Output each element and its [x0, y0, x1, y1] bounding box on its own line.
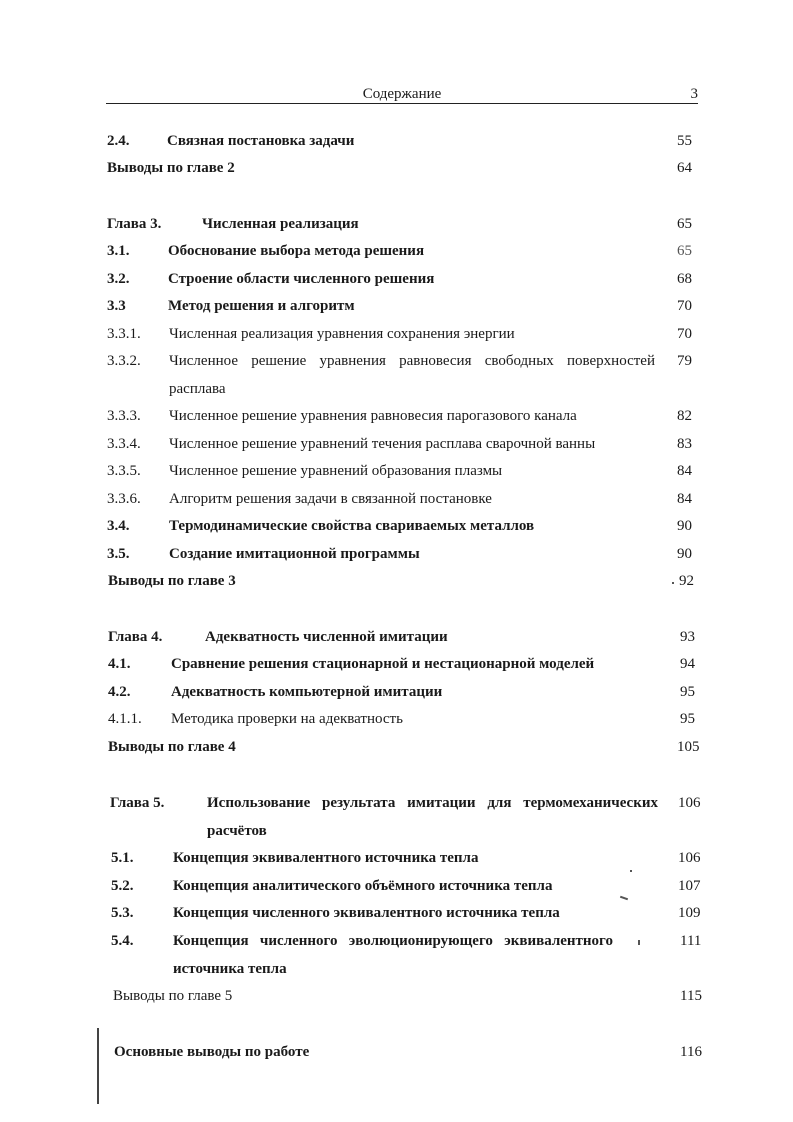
toc-entry	[108, 570, 698, 592]
toc-title: Создание имитационной программы	[169, 546, 420, 562]
toc-number: 3.3.4.	[107, 436, 141, 452]
toc-page: 83	[677, 436, 692, 452]
scan-speck	[638, 940, 640, 945]
toc-entry	[107, 323, 697, 345]
toc-title: Численное решение уравнения равновесия парогазового канала	[169, 408, 577, 424]
toc-title: Строение области численного решения	[168, 271, 435, 287]
toc-number: Глава 3.	[107, 216, 162, 232]
toc-entry	[107, 405, 697, 427]
scan-speck	[672, 582, 674, 584]
page-header	[106, 86, 698, 104]
toc-page: 55	[677, 133, 692, 149]
toc-page: 111	[680, 933, 702, 949]
toc-number: 5.4.	[111, 933, 134, 949]
toc-number: 4.1.	[108, 656, 131, 672]
toc-number: Выводы по главе 2	[107, 160, 235, 176]
toc-page: 105	[677, 739, 700, 755]
toc-page: 70	[677, 326, 692, 342]
toc-number: Основные выводы по работе	[114, 1044, 310, 1060]
toc-number: 3.4.	[107, 518, 130, 534]
toc-entry	[111, 930, 705, 952]
toc-title: Численное решение уравнений течения расплава сварочной ванны	[169, 436, 596, 452]
toc-number: 2.4.	[107, 133, 130, 149]
toc-entry	[107, 213, 697, 235]
toc-entry	[114, 1041, 708, 1063]
toc-title: Адекватность численной имитации	[205, 629, 448, 645]
toc-page: 94	[680, 656, 695, 672]
toc-title: Концепция численного эквивалентного источника тепла	[173, 905, 560, 921]
toc-page: 84	[677, 463, 692, 479]
toc-entry	[107, 240, 697, 262]
toc-number: 3.5.	[107, 546, 130, 562]
toc-number: 3.2.	[107, 271, 130, 287]
toc-number: Глава 5.	[110, 795, 165, 811]
toc-title: Концепция аналитического объёмного источника тепла	[173, 878, 553, 894]
toc-entry	[113, 985, 707, 1007]
toc-entry	[108, 708, 700, 730]
toc-number: 5.3.	[111, 905, 134, 921]
toc-page: 116	[680, 1044, 702, 1060]
toc-entry	[110, 792, 704, 814]
toc-page: 65	[677, 216, 692, 232]
toc-entry	[107, 295, 697, 317]
toc-title-continuation: источника тепла	[173, 961, 287, 977]
toc-page: 65	[677, 243, 692, 259]
toc-number: Выводы по главе 3	[108, 573, 236, 589]
toc-entry	[107, 460, 697, 482]
header-title: Содержание	[362, 86, 442, 102]
toc-page: 109	[678, 905, 701, 921]
header-page-number: 3	[690, 86, 698, 102]
toc-page: 82	[677, 408, 692, 424]
toc-title: Концепция эквивалентного источника тепла	[173, 850, 479, 866]
toc-number: 4.2.	[108, 684, 131, 700]
toc-page: 90	[677, 518, 692, 534]
toc-title: Численная реализация	[202, 216, 359, 232]
toc-entry	[107, 488, 697, 510]
toc-number: 3.3.3.	[107, 408, 141, 424]
toc-page: 93	[680, 629, 695, 645]
toc-page: 92	[679, 573, 694, 589]
toc-entry	[111, 847, 705, 869]
toc-title: Концепция численного эволюционирующего эквивалентного	[173, 933, 613, 949]
toc-entry	[107, 543, 697, 565]
toc-title-continuation: расплава	[169, 381, 226, 397]
toc-entry	[107, 268, 697, 290]
toc-entry	[107, 433, 697, 455]
toc-title-continuation: расчётов	[207, 823, 267, 839]
toc-number: 3.3.1.	[107, 326, 141, 342]
toc-title: Сравнение решения стационарной и нестационарной моделей	[171, 656, 595, 672]
scan-margin-line	[97, 1028, 99, 1104]
toc-entry	[108, 626, 700, 648]
toc-entry	[108, 681, 700, 703]
toc-title: Алгоритм решения задачи в связанной постановке	[169, 491, 492, 507]
scan-speck	[630, 870, 632, 872]
toc-number: 5.1.	[111, 850, 134, 866]
toc-number: 3.1.	[107, 243, 130, 259]
toc-number: 5.2.	[111, 878, 134, 894]
toc-page: 90	[677, 546, 692, 562]
toc-number: 3.3.6.	[107, 491, 141, 507]
toc-page: 115	[680, 988, 702, 1004]
toc-entry	[107, 350, 697, 372]
toc-entry	[108, 653, 700, 675]
toc-title: Связная постановка задачи	[167, 133, 355, 149]
toc-title: Адекватность компьютерной имитации	[171, 684, 443, 700]
toc-title: Термодинамические свойства свариваемых металлов	[169, 518, 535, 534]
toc-page: 84	[677, 491, 692, 507]
toc-page: 106	[678, 850, 701, 866]
toc-title: Численное решение уравнений образования плазмы	[169, 463, 503, 479]
toc-page: 107	[678, 878, 701, 894]
toc-number: 3.3.5.	[107, 463, 141, 479]
toc-number: 3.3.2.	[107, 353, 141, 369]
toc-entry	[107, 515, 697, 537]
toc-page: 79	[677, 353, 692, 369]
toc-entry	[108, 736, 700, 758]
toc-page: 64	[677, 160, 692, 176]
toc-entry	[107, 157, 697, 179]
toc-page: 95	[680, 684, 695, 700]
toc-page: 95	[680, 711, 695, 727]
toc-entry	[111, 902, 705, 924]
toc-page: 70	[677, 298, 692, 314]
toc-number: Выводы по главе 5	[113, 988, 233, 1004]
toc-title: Использование результата имитации для термомеханических	[207, 795, 658, 811]
toc-number: 3.3	[107, 298, 126, 314]
toc-entry	[111, 875, 705, 897]
toc-title: Численное решение уравнения равновесия свободных поверхностей	[169, 353, 655, 369]
toc-number: Выводы по главе 4	[108, 739, 236, 755]
toc-page: 68	[677, 271, 692, 287]
toc-title: Обоснование выбора метода решения	[168, 243, 425, 259]
toc-number: Глава 4.	[108, 629, 163, 645]
toc-title: Метод решения и алгоритм	[168, 298, 355, 314]
toc-title: Методика проверки на адекватность	[171, 711, 403, 727]
toc-page: 106	[678, 795, 701, 811]
toc-title: Численная реализация уравнения сохранения энергии	[169, 326, 515, 342]
toc-number: 4.1.1.	[108, 711, 142, 727]
toc-entry	[107, 130, 697, 152]
